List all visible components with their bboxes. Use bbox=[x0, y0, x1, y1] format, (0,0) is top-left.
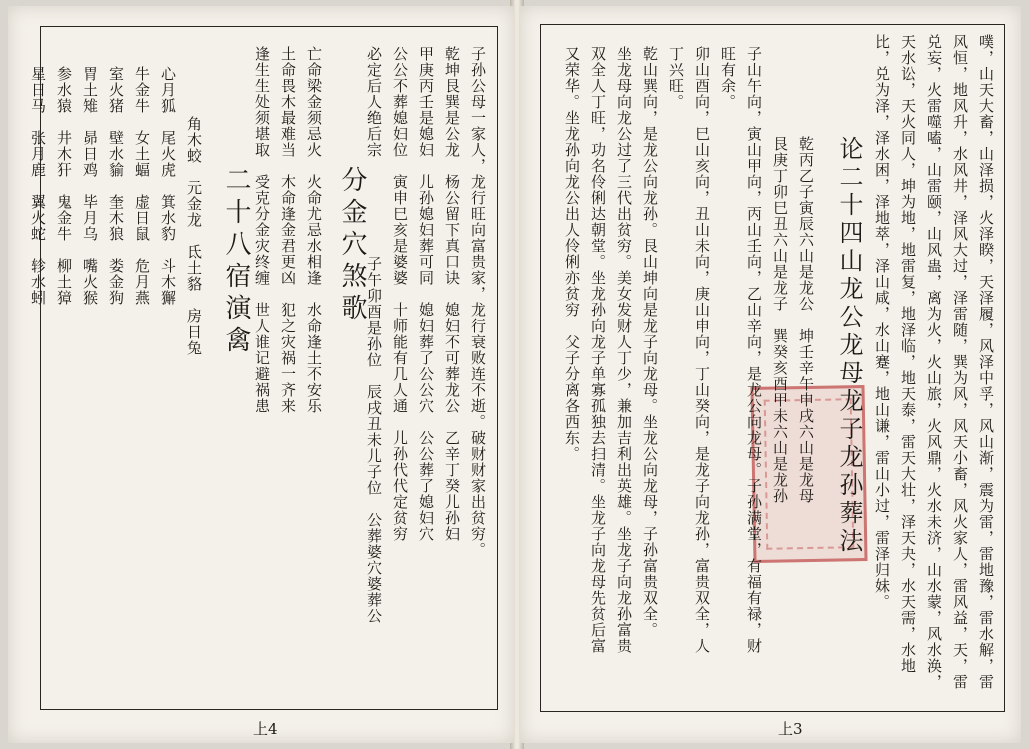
section-title-28-stars: 二十八宿演禽 bbox=[221, 166, 251, 358]
right-page bbox=[520, 6, 1021, 743]
song-line-3: 逢生生处须堪取 受克分金灾终缠 世人谁记避祸患 bbox=[253, 46, 271, 414]
left-line-2: 乾坤艮巽是公龙 杨公留下真口诀 媳妇不可葬龙公 乙辛丁癸儿孙妇 bbox=[443, 46, 461, 542]
right-body-7: 乾山巽向，是龙公向龙孙。艮山坤向是龙子向龙母。坐龙公向龙母，子孙富贵双全。 bbox=[641, 46, 659, 638]
star-line-6: 参水猿 井木犴 鬼金牛 柳土獐 bbox=[55, 66, 73, 306]
song-line-2: 土命畏木最难当 木命逢金君更凶 犯之灾祸一齐来 bbox=[279, 46, 297, 414]
right-body-4: 旺有余。 bbox=[719, 46, 737, 110]
left-page bbox=[8, 6, 514, 743]
left-line-6: 子午卯酉是孙位 辰戌丑未儿子位 公葬婆穴婆葬公 bbox=[365, 256, 383, 624]
right-line-2: 风恒，地风升，水风井，泽风大过，泽雷随，巽为风，风天小畜，风火家人，雷风益，天，雷 bbox=[951, 34, 969, 690]
left-line-1: 子孙公母一家人，龙行旺向富贵家，龙行衰败连不逝。破财财家出贫穷。 bbox=[469, 46, 487, 558]
star-line-7: 星日马 张月鹿 翼火蛇 轸水蚓 bbox=[29, 66, 47, 306]
star-line-4: 室火猪 壁水貐 奎木狼 娄金狗 bbox=[107, 66, 125, 306]
left-line-3: 甲庚丙壬是媳妇 儿孙媳妇葬可同 媳妇葬了公公穴 公公葬了媳妇穴 bbox=[417, 46, 435, 542]
right-body-10: 又荣华。坐龙孙向龙公出人伶俐亦贫穷 父子分离各西东。 bbox=[563, 46, 581, 462]
star-line-5: 胃土雉 昴日鸡 毕月乌 嘴火猴 bbox=[81, 66, 99, 306]
section-title-fenjin: 分金穴煞歌 bbox=[337, 166, 367, 326]
section-title-24-mountains: 论二十四山龙公龙母龙子龙孙葬法 bbox=[835, 136, 863, 556]
star-line-1: 角木蛟 元金龙 氐土貉 房日兔 bbox=[185, 116, 203, 356]
right-line-4: 天水讼，天火同人，坤为地，地雷复，地泽临，地天泰，雷天大壮，泽天夬，水天需，水地 bbox=[899, 34, 917, 674]
right-line-3: 兑妄，火雷噬嗑，山雷颐，山风蛊，离为火，火山旅，火风鼎，火水未济，山水蒙，风水涣， bbox=[925, 34, 943, 690]
right-line-1: 噗，山天大畜，山泽损，火泽睽，天泽履，风泽中孚，风山渐，震为雷，雷地豫，雷水解，雷 bbox=[977, 34, 995, 690]
star-line-2: 心月狐 尾火虎 箕水豹 斗木獬 bbox=[159, 66, 177, 306]
right-page-number: 上3 bbox=[778, 720, 803, 738]
left-line-5: 必定后人绝后宗 bbox=[365, 46, 383, 158]
right-body-9: 双全人丁旺，功名伶俐达朝堂。坐龙孙向龙子单寡孤独去扫清。坐龙子向龙母先贫后富 bbox=[589, 46, 607, 654]
right-line-5: 比，兑为泽，泽水困，泽地萃，泽山咸，水山蹇，地山谦，雷山小过，雷泽归妹。 bbox=[873, 34, 891, 610]
right-body-3: 子山午向，寅山甲向，丙山壬向，乙山辛向，是龙公向龙母。子孙满堂，有福有禄，财 bbox=[745, 46, 763, 654]
song-line-1: 亡命梁金须忌火 火命尤忌水相逢 水命逢土不安乐 bbox=[305, 46, 323, 414]
right-body-6: 丁兴旺。 bbox=[667, 46, 685, 110]
right-body-8: 坐龙母向龙公过了三代出贫穷。美女发财人丁少，兼加吉利出英雄。坐龙子向龙孙富贵 bbox=[615, 46, 633, 654]
left-page-number: 上4 bbox=[253, 720, 278, 738]
right-body-1: 乾丙乙子寅辰六山是龙公 坤壬辛午申戌六山是龙母 bbox=[797, 136, 815, 504]
left-line-4: 公公不葬媳妇位 寅申巳亥是婆婆 十师能有几人通 儿孙代代定贫穷 bbox=[391, 46, 409, 542]
right-body-2: 艮庚丁卯巳丑六山是龙子 巽癸亥酉甲未六山是龙孙 bbox=[771, 136, 789, 504]
star-line-3: 牛金牛 女土蝠 虚日鼠 危月燕 bbox=[133, 66, 151, 306]
right-body-5: 卯山酉向，巳山亥向，丑山未向，庚山申向，丁山癸向，是龙子向龙孙，富贵双全，人 bbox=[693, 46, 711, 654]
